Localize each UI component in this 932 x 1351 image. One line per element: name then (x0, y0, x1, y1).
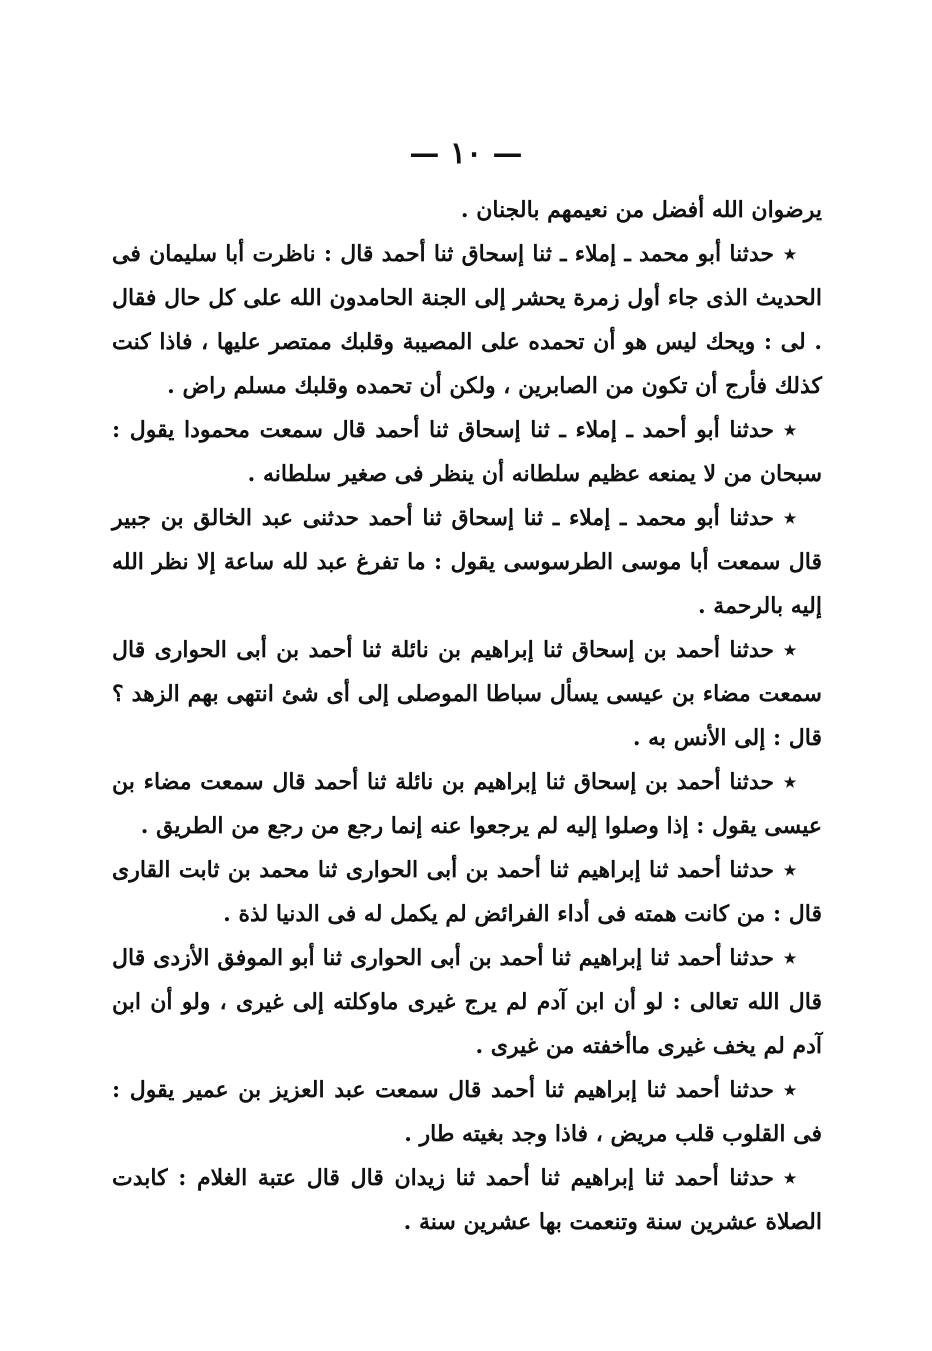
star-bullet-icon: ٭ (784, 769, 796, 795)
paragraph-text: يرضوان الله أفضل من نعيمهم بالجنان . (460, 197, 822, 223)
star-bullet-icon: ٭ (784, 505, 796, 531)
paragraph-text: حدثنا أحمد ثنا إبراهيم ثنا أحمد بن أبى الحوارى ثنا محمد بن ثابت القارى قال : من كانت همته فى أداء الفرائض لم يكمل له فى الدنيا لذة . (112, 857, 822, 927)
star-bullet-icon: ٭ (784, 857, 796, 883)
star-bullet-icon: ٭ (784, 637, 796, 663)
paragraph-text: حدثنا أحمد ثنا إبراهيم ثنا أحمد قال سمعت عبد العزيز بن عمير يقول : فى القلوب قلب مريض ، فاذا وجد بغيته طار . (112, 1077, 822, 1147)
paragraph-text: حدثنا أبو محمد ـ إملاء ـ ثنا إسحاق ثنا أحمد حدثنى عبد الخالق بن جبير قال سمعت أبا موسى الطرسوسى يقول : ما تفرغ عبد لله ساعة إلا نظر الله إليه بالرحمة . (112, 505, 822, 619)
star-bullet-icon: ٭ (784, 1077, 796, 1103)
paragraph-text: حدثنا أحمد بن إسحاق ثنا إبراهيم بن نائلة ثنا أحمد قال سمعت مضاء بن عيسى يقول : إذا وصلوا إليه لم يرجعوا عنه إنما رجع من رجع من الطريق . (112, 769, 822, 839)
paragraph (112, 1068, 822, 1156)
text-block (112, 188, 822, 1244)
paragraph (112, 496, 822, 628)
paragraph (112, 188, 822, 232)
star-bullet-icon: ٭ (784, 241, 796, 267)
paragraph (112, 408, 822, 496)
paragraph-text: حدثنا أحمد ثنا إبراهيم ثنا أحمد بن أبى الحوارى ثنا أبو الموفق الأزدى قال قال الله تعالى : لو أن ابن آدم لم يرج غيرى ماوكلته إلى غيرى ، ولو أن ابن آدم لم يخف غيرى ماأخفته من غيرى . (112, 945, 822, 1059)
paragraph-text: حدثنا أحمد بن إسحاق ثنا إبراهيم بن نائلة ثنا أحمد بن أبى الحوارى قال سمعت مضاء بن عيسى يسأل سباطا الموصلى إلى أى شئ انتهى بهم الزهد ؟ قال : إلى الأنس به . (112, 637, 822, 751)
paragraph (112, 760, 822, 848)
page-number: — ١٠ — (409, 136, 523, 171)
paragraph (112, 848, 822, 936)
paragraph-text: حدثنا أبو محمد ـ إملاء ـ ثنا إسحاق ثنا أحمد قال : ناظرت أبا سليمان فى الحديث الذى جاء أول زمرة يحشر إلى الجنة الحامدون الله على كل حال فقال . لى : ويحك ليس هو أن تحمده على المصيبة وقلبك ممتصر عليها ، فاذا كنت كذلك فأرج أن تكون من الصابرين ، ولكن أن تحمده وقلبك مسلم راض . (112, 241, 822, 399)
star-bullet-icon: ٭ (784, 417, 796, 443)
star-bullet-icon: ٭ (784, 945, 796, 971)
paragraph-text: حدثنا أبو أحمد ـ إملاء ـ ثنا إسحاق ثنا أحمد قال سمعت محمودا يقول : سبحان من لا يمنعه عظيم سلطانه أن ينظر فى صغير سلطانه . (112, 417, 822, 487)
star-bullet-icon: ٭ (784, 1165, 796, 1191)
paragraph (112, 628, 822, 760)
paragraph-text: حدثنا أحمد ثنا إبراهيم ثنا أحمد ثنا زيدان قال قال عتبة الغلام : كابدت الصلاة عشرين سنة وتنعمت بها عشرين سنة . (112, 1165, 822, 1235)
paragraph (112, 1156, 822, 1244)
paragraph (112, 232, 822, 408)
paragraph (112, 936, 822, 1068)
